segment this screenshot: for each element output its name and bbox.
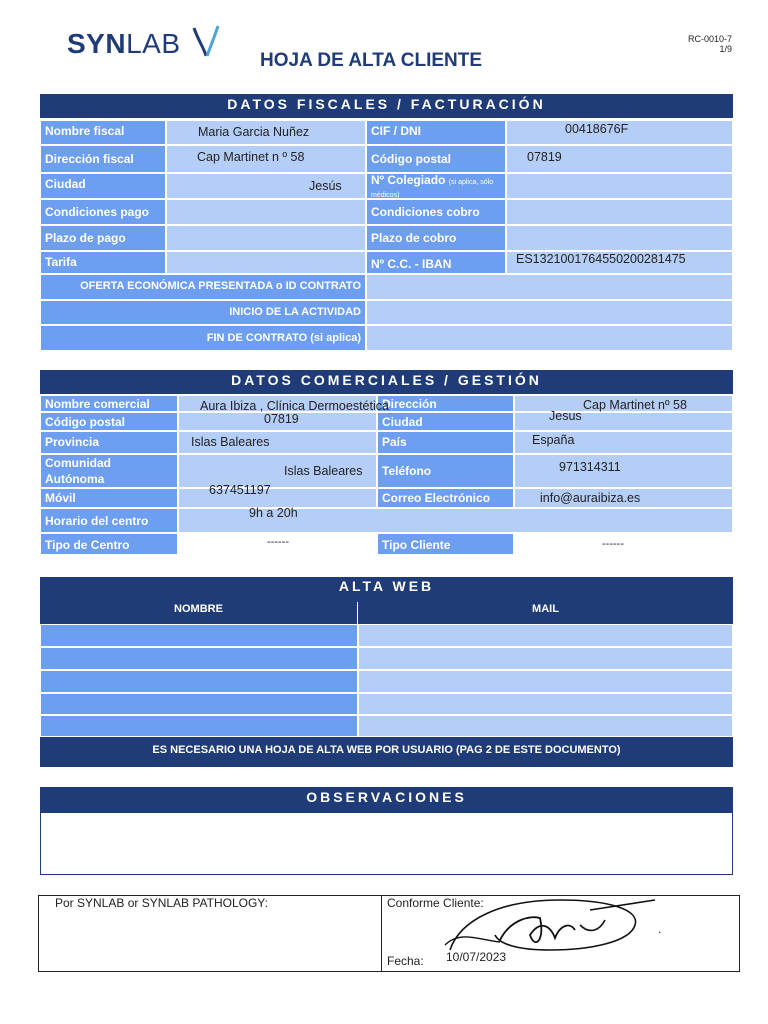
- label-codigo-postal-comercial: Código postal: [40, 412, 178, 431]
- field-inicio[interactable]: [366, 300, 733, 325]
- web-row-1-mail[interactable]: [358, 624, 733, 647]
- label-tipo-centro: Tipo de Centro: [40, 533, 178, 555]
- value-horario: 9h a 20h: [249, 506, 298, 520]
- value-tipo-cliente: ------: [602, 538, 624, 550]
- label-plazo-pago: Plazo de pago: [40, 225, 166, 251]
- value-nombre-comercial: Aura Ibiza , Clínica Dermoestética: [200, 399, 389, 413]
- field-telefono[interactable]: [514, 454, 733, 488]
- label-pais: País: [377, 431, 514, 454]
- label-tipo-cliente: Tipo Cliente: [377, 533, 514, 555]
- label-horario: Horario del centro: [40, 508, 178, 533]
- document-ref: RC-0010-7 1/9: [687, 34, 732, 54]
- web-row-3-nombre[interactable]: [40, 670, 358, 693]
- label-condiciones-pago: Condiciones pago: [40, 199, 166, 225]
- value-codigo-postal-comercial: 07819: [264, 412, 299, 426]
- web-row-2-mail[interactable]: [358, 647, 733, 670]
- value-pais: España: [532, 433, 575, 447]
- web-row-4-mail[interactable]: [358, 693, 733, 715]
- web-row-2-nombre[interactable]: [40, 647, 358, 670]
- fecha-label: Fecha:: [387, 954, 424, 968]
- fiscal-section-title: DATOS FISCALES / FACTURACIÓN: [40, 94, 733, 118]
- field-condiciones-cobro[interactable]: [506, 199, 733, 225]
- value-direccion-fiscal: Cap Martinet n º 58: [197, 150, 305, 164]
- label-oferta: OFERTA ECONÓMICA PRESENTADA o ID CONTRATO: [40, 274, 366, 300]
- label-colegiado: Nº Colegiado (si aplica, sólo médicos): [366, 173, 506, 199]
- label-codigo-postal-fiscal: Código postal: [366, 145, 506, 173]
- web-col-nombre: NOMBRE: [40, 602, 358, 624]
- label-nombre-fiscal: Nombre fiscal: [40, 120, 166, 145]
- web-col-mail: MAIL: [358, 602, 733, 624]
- comercial-section-title: DATOS COMERCIALES / GESTIÓN: [40, 370, 733, 394]
- web-row-1-nombre[interactable]: [40, 624, 358, 647]
- field-tarifa[interactable]: [166, 251, 366, 274]
- value-provincia: Islas Baleares: [191, 435, 270, 449]
- value-telefono: 971314311: [559, 460, 621, 474]
- label-iban: Nº C.C. - IBAN: [366, 251, 506, 274]
- synlab-logo: SYNLAB: [67, 28, 181, 59]
- signature-divider: [381, 895, 382, 972]
- client-signature-icon: [440, 880, 670, 960]
- value-tipo-centro: ------: [267, 536, 289, 548]
- label-correo: Correo Electrónico: [377, 488, 514, 508]
- label-cif: CIF / DNI: [366, 120, 506, 145]
- value-nombre-fiscal: Maria Garcia Nuñez: [198, 125, 310, 139]
- value-direccion-comercial: Cap Martinet nº 58: [583, 398, 687, 412]
- label-condiciones-cobro: Condiciones cobro: [366, 199, 506, 225]
- field-colegiado[interactable]: [506, 173, 733, 199]
- value-ciudad-comercial: Jesus: [549, 409, 582, 423]
- web-row-5-nombre[interactable]: [40, 715, 358, 737]
- observaciones-field[interactable]: [40, 813, 733, 875]
- value-comunidad: Islas Baleares: [284, 464, 363, 478]
- observaciones-section-title: OBSERVACIONES: [40, 787, 733, 813]
- label-fin: FIN DE CONTRATO (si aplica): [40, 325, 366, 351]
- label-nombre-comercial: Nombre comercial: [40, 395, 178, 412]
- value-correo: info@auraibiza.es: [540, 491, 641, 505]
- signature-dot: .: [658, 922, 662, 936]
- label-direccion-fiscal: Dirección fiscal: [40, 145, 166, 173]
- label-ciudad-comercial: Ciudad: [377, 412, 514, 431]
- label-comunidad: Comunidad Autónoma: [40, 454, 178, 488]
- label-inicio: INICIO DE LA ACTIVIDAD: [40, 300, 366, 325]
- cliente-signature-label: Conforme Cliente:: [387, 896, 484, 910]
- field-oferta[interactable]: [366, 274, 733, 300]
- label-provincia: Provincia: [40, 431, 178, 454]
- value-ciudad-fiscal: Jesús: [309, 179, 342, 193]
- field-movil[interactable]: [178, 488, 377, 508]
- fecha-value: 10/07/2023: [446, 950, 507, 964]
- synlab-signature-label: Por SYNLAB or SYNLAB PATHOLOGY:: [55, 896, 268, 910]
- field-condiciones-pago[interactable]: [166, 199, 366, 225]
- label-plazo-cobro: Plazo de cobro: [366, 225, 506, 251]
- value-cif: 00418676F: [565, 122, 629, 136]
- page-title: HOJA DE ALTA CLIENTE: [260, 50, 483, 71]
- field-plazo-cobro[interactable]: [506, 225, 733, 251]
- synlab-logo-icon: [190, 24, 224, 58]
- label-ciudad-fiscal: Ciudad: [40, 173, 166, 199]
- field-fin[interactable]: [366, 325, 733, 351]
- label-tarifa: Tarifa: [40, 251, 166, 274]
- field-ciudad-comercial[interactable]: [514, 412, 733, 431]
- label-direccion-comercial: Dirección: [377, 395, 514, 412]
- web-section-title: ALTA WEB: [40, 577, 733, 602]
- web-row-5-mail[interactable]: [358, 715, 733, 737]
- field-plazo-pago[interactable]: [166, 225, 366, 251]
- label-movil: Móvil: [40, 488, 178, 508]
- web-note: ES NECESARIO UNA HOJA DE ALTA WEB POR USUARIO (PAG 2 DE ESTE DOCUMENTO): [40, 737, 733, 767]
- value-codigo-postal-fiscal: 07819: [527, 150, 562, 164]
- value-movil: 637451197: [209, 483, 271, 497]
- web-row-3-mail[interactable]: [358, 670, 733, 693]
- label-telefono: Teléfono: [377, 454, 514, 488]
- web-row-4-nombre[interactable]: [40, 693, 358, 715]
- value-iban: ES1321001764550200281475: [516, 252, 686, 266]
